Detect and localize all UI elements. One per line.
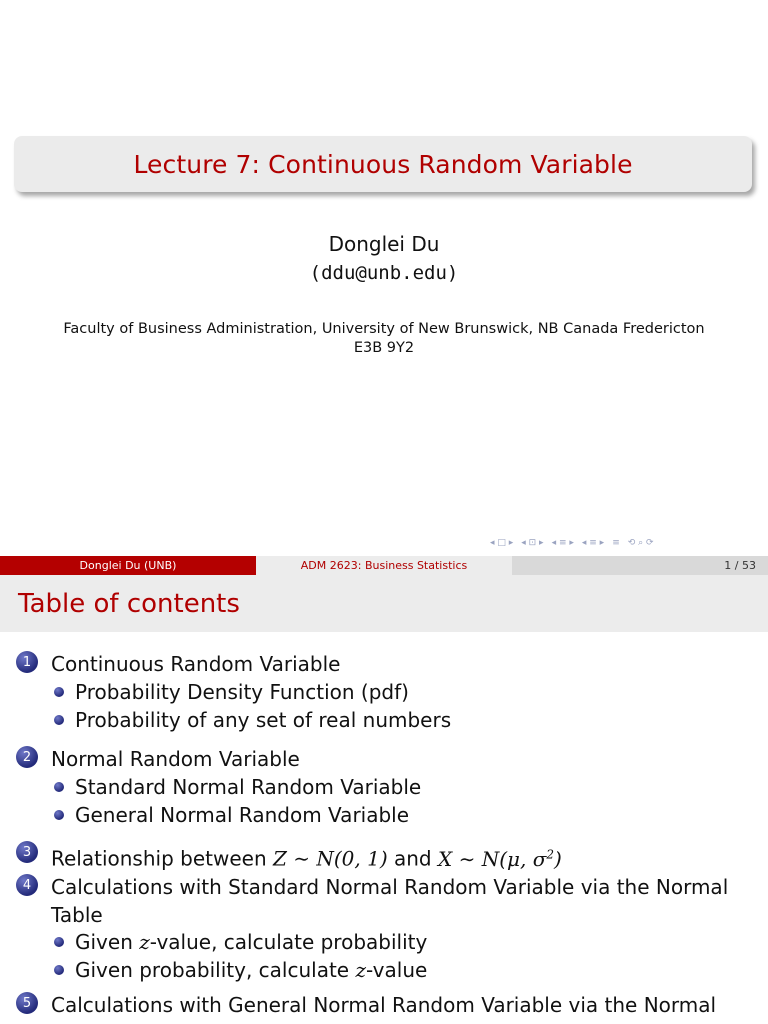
bullet-icon (54, 937, 64, 947)
footer-bar (0, 556, 768, 575)
subsection-text: Given (75, 930, 133, 954)
lecture-title: Lecture 7: Continuous Random Variable (133, 149, 633, 179)
section-title: Normal Random Variable (51, 747, 300, 771)
subsection-title: Standard Normal Random Variable (75, 775, 422, 799)
math-z-var: z (355, 958, 366, 982)
math-z: Z ∼ N(0, 1) (272, 846, 388, 871)
bullet-icon (54, 687, 64, 697)
section-number-badge: 4 (16, 874, 38, 896)
beamer-navigation (490, 538, 654, 552)
math-x-text: X ∼ N(μ, σ (437, 846, 547, 871)
section-number-badge: 3 (16, 841, 38, 863)
subsection-text: -value (366, 958, 428, 982)
math-x-sup: 2 (546, 847, 555, 861)
affiliation (40, 320, 728, 358)
bullet-icon (54, 782, 64, 792)
toc-slide (0, 575, 768, 1024)
section-title-text: Relationship between (51, 846, 267, 871)
subsection-nav-icon-2[interactable]: ◂ ≡ ▸ (581, 538, 605, 548)
footer-author: Donglei Du (UNB) (0, 556, 256, 575)
toc-subsection[interactable] (54, 680, 409, 704)
section-number-badge: 2 (16, 746, 38, 768)
subsection-title (75, 958, 427, 982)
toc-section-2[interactable] (16, 745, 741, 773)
section-title: Calculations with General Normal Random Variable via the Normal (51, 993, 717, 1017)
section-number-badge: 1 (16, 651, 38, 673)
toc-section-3[interactable] (16, 840, 741, 873)
section-title (51, 840, 741, 873)
toc-title: Table of contents (18, 589, 240, 619)
subsection-title: Probability of any set of real numbers (75, 708, 452, 732)
toc-nav-icon[interactable]: ≡ (612, 538, 620, 548)
subsection-text: -value, calculate probability (149, 930, 428, 954)
frame-nav-icon[interactable]: ◂ □ ▸ (490, 538, 514, 548)
affiliation-line-1: Faculty of Business Administration, University of New Brunswick, NB Canada Fredericton (63, 321, 705, 337)
bullet-icon (54, 715, 64, 725)
toc-subsection[interactable] (54, 708, 451, 732)
subsection-title: Probability Density Function (pdf) (75, 680, 409, 704)
title-box (14, 136, 752, 192)
toc-section-5[interactable] (16, 991, 741, 1019)
toc-section-1[interactable] (16, 650, 741, 678)
section-title-and: and (393, 846, 432, 871)
author-email: (ddu@unb.edu) (309, 262, 459, 284)
subsection-nav-icon[interactable]: ◂ ⊡ ▸ (521, 538, 544, 548)
math-x (438, 847, 562, 871)
subsection-text: Given probability, calculate (75, 958, 350, 982)
toc-subsection[interactable] (54, 958, 427, 982)
math-z-var: z (139, 930, 150, 954)
subsection-title: General Normal Random Variable (75, 803, 410, 827)
section-title: Calculations with Standard Normal Random Variable via the Normal Table (51, 875, 729, 927)
search-nav-icon[interactable]: ⟲ ⌕ ⟳ (627, 538, 654, 548)
footer-page-number: 1 / 53 (512, 556, 768, 575)
toc-subsection[interactable] (54, 775, 421, 799)
subsection-title (75, 930, 427, 954)
toc-header (0, 575, 768, 632)
affiliation-line-2: E3B 9Y2 (353, 340, 415, 356)
toc-subsection[interactable] (54, 803, 409, 827)
bullet-icon (54, 810, 64, 820)
toc-subsection[interactable] (54, 930, 427, 954)
section-nav-icon[interactable]: ◂ ≡ ▸ (551, 538, 574, 548)
section-number-badge: 5 (16, 992, 38, 1014)
footer-course: ADM 2623: Business Statistics (256, 556, 512, 575)
author-name: Donglei Du (328, 232, 440, 256)
section-title: Continuous Random Variable (51, 652, 341, 676)
math-x-close: ) (554, 846, 562, 871)
toc-section-4[interactable] (16, 873, 741, 929)
bullet-icon (54, 965, 64, 975)
